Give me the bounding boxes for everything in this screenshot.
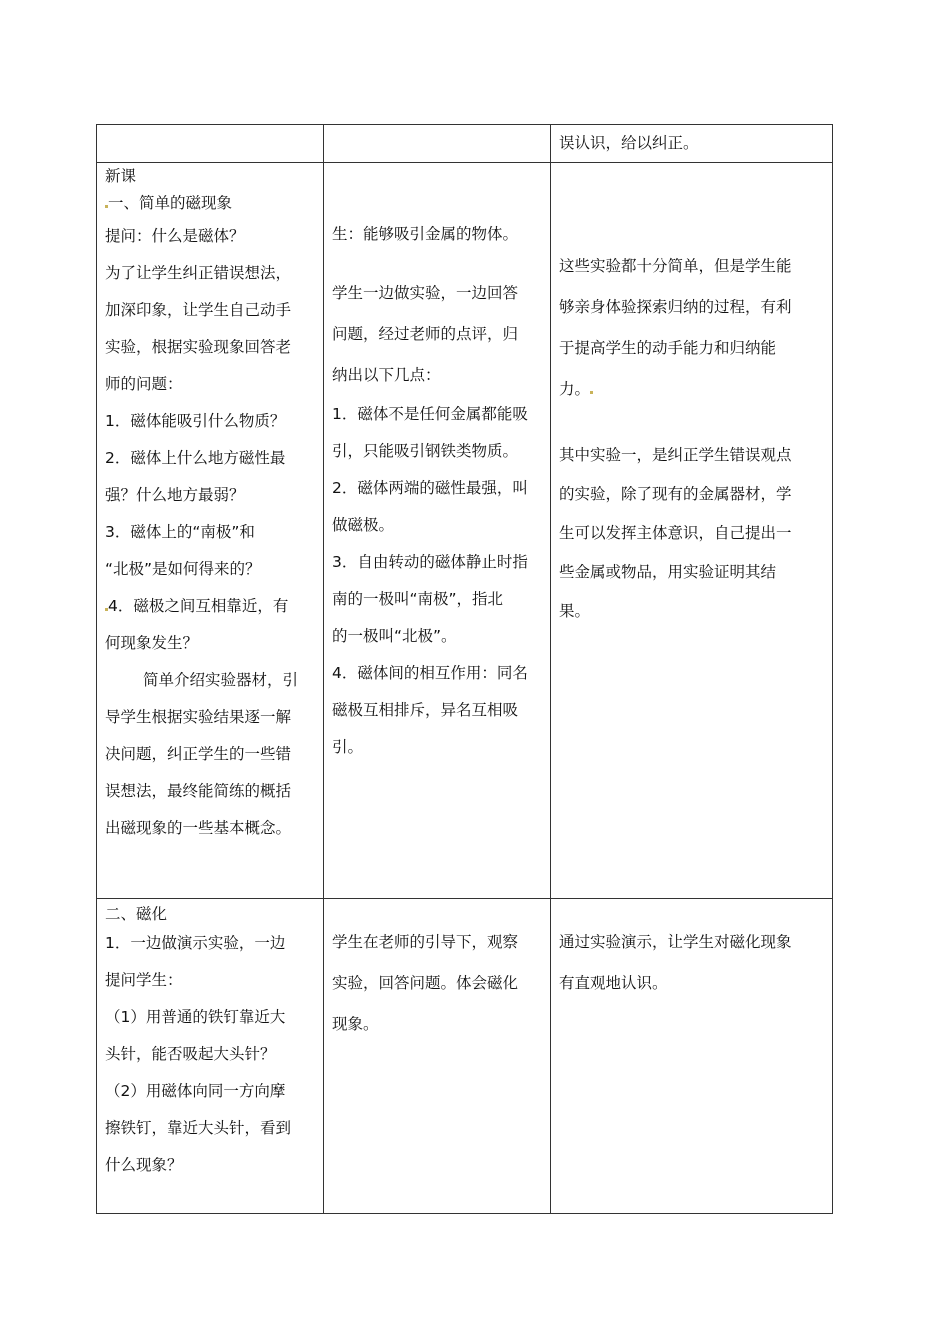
- text-line: 引。: [332, 738, 364, 756]
- text-line: 的一极叫“北极”。: [332, 627, 457, 645]
- text-line: 引，只能吸引钢铁类物质。: [332, 442, 519, 460]
- text-line: 这些实验都十分简单，但是学生能: [559, 257, 792, 275]
- text-line: 简单介绍实验器材，引: [143, 671, 299, 689]
- text-line: 1．一边做演示实验，一边: [105, 934, 286, 952]
- text-line: 磁极互相排斥，异名互相吸: [332, 701, 519, 719]
- text-line: 提问学生：: [105, 971, 183, 989]
- text-line: 学生一边做实验，一边回答: [332, 284, 519, 302]
- cell-student-activity: [324, 899, 551, 1214]
- text-line: 实验，回答问题。体会磁化: [332, 974, 519, 992]
- text-line: （2）用磁体向同一方向摩: [105, 1082, 286, 1100]
- text-line: 其中实验一，是纠正学生错误观点: [559, 446, 792, 464]
- cell-teacher-activity: [97, 899, 324, 1214]
- text-line: 1．磁体不是任何金属都能吸: [332, 405, 528, 423]
- text-line: 够亲身体验探索归纳的过程，有利: [559, 298, 792, 316]
- text-line: 的实验，除了现有的金属器材，学: [559, 485, 792, 503]
- text-line: 问题，经过老师的点评，归: [332, 325, 519, 343]
- text-line: 果。: [559, 602, 591, 620]
- text-line: 实验，根据实验现象回答老: [105, 338, 292, 356]
- cell-teacher-activity: [97, 125, 324, 163]
- cell-design-intent: [551, 125, 833, 163]
- text-line: 4．磁极之间互相靠近，有: [105, 588, 315, 625]
- text-line: 通过实验演示，让学生对磁化现象: [559, 933, 792, 951]
- text-line: 擦铁钉，靠近大头针，看到: [105, 1119, 292, 1137]
- text-line: 生可以发挥主体意识，自己提出一: [559, 524, 792, 542]
- edit-mark: [590, 391, 593, 394]
- cell-design-intent: [551, 163, 833, 899]
- text-line: 于提高学生的动手能力和归纳能: [559, 339, 777, 357]
- text-line: 生：能够吸引金属的物体。: [332, 225, 519, 243]
- text-line: 误认识，给以纠正。: [559, 134, 699, 152]
- text-line: “北极”是如何得来的？: [105, 560, 261, 578]
- text-line: 3．自由转动的磁体静止时指: [332, 553, 528, 571]
- text-line: 学生在老师的引导下，观察: [332, 933, 519, 951]
- text-line: 纳出以下几点：: [332, 366, 441, 384]
- text-line: 师的问题：: [105, 375, 183, 393]
- text-line: 南的一极叫“南极”，指北: [332, 590, 504, 608]
- text-line: 做磁极。: [332, 516, 395, 534]
- section-title: 一、简单的磁现象: [105, 188, 315, 218]
- text-line: 力。: [559, 369, 824, 410]
- cell-design-intent: [551, 899, 833, 1214]
- cell-student-activity: [324, 125, 551, 163]
- table-row: [97, 163, 833, 899]
- lesson-plan-table: [96, 124, 833, 1214]
- text-line: 头针，能否吸起大头针？: [105, 1045, 276, 1063]
- text-line: 提问：什么是磁体？: [105, 227, 245, 245]
- table-row: [97, 899, 833, 1214]
- text-line: 2．磁体两端的磁性最强，叫: [332, 479, 528, 497]
- text-line: 误想法，最终能简练的概括: [105, 782, 292, 800]
- text-line: 些金属或物品，用实验证明其结: [559, 563, 777, 581]
- text-line: 加深印象，让学生自己动手: [105, 301, 292, 319]
- text-line: 何现象发生？: [105, 634, 199, 652]
- text-line: （1）用普通的铁钉靠近大: [105, 1008, 286, 1026]
- text-line: 出磁现象的一些基本概念。: [105, 819, 292, 837]
- text-line: 为了让学生纠正错误想法，: [105, 264, 292, 282]
- text-line: 3．磁体上的“南极”和: [105, 523, 255, 541]
- cell-teacher-activity: [97, 163, 324, 899]
- text-line: 1．磁体能吸引什么物质？: [105, 412, 286, 430]
- text-line: 2．磁体上什么地方磁性最: [105, 449, 286, 467]
- text-line: 4．磁体间的相互作用：同名: [332, 664, 528, 682]
- section-heading: 新课: [105, 167, 137, 185]
- text-line: 强？什么地方最弱？: [105, 486, 245, 504]
- text-line: 什么现象？: [105, 1156, 183, 1174]
- text-line: 有直观地认识。: [559, 974, 668, 992]
- text-line: 导学生根据实验结果逐一解: [105, 708, 292, 726]
- table-row: [97, 125, 833, 163]
- text-line: 决问题，纠正学生的一些错: [105, 745, 292, 763]
- text-line: 现象。: [332, 1015, 379, 1033]
- section-title: 二、磁化: [105, 905, 168, 923]
- cell-student-activity: [324, 163, 551, 899]
